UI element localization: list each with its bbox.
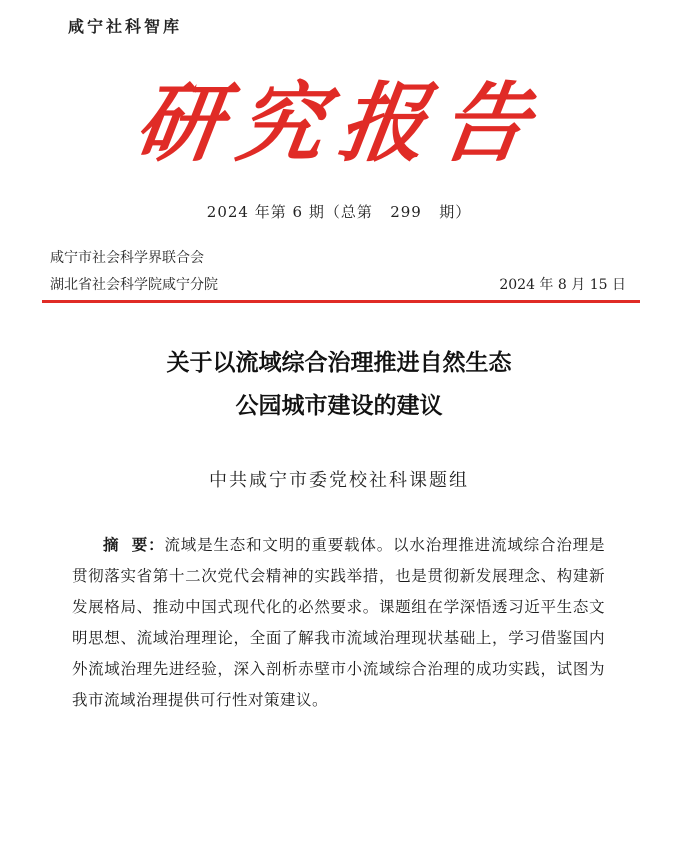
publisher-2: 湖北省社会科学院咸宁分院: [50, 277, 218, 293]
date-month: 8: [557, 277, 567, 293]
issue-year: 2024: [206, 203, 249, 221]
issue-mid: 期（总第: [308, 203, 373, 221]
issue-total-number: 299: [390, 203, 422, 221]
article-title-line-1: 关于以流域综合治理推进自然生态: [166, 350, 512, 376]
masthead-title: 研究报告: [128, 73, 552, 174]
article-author: 中共咸宁市委党校社科课题组: [209, 470, 469, 491]
header-divider: [42, 300, 640, 303]
issue-suffix: 期）: [439, 203, 472, 221]
org-name: 咸宁社科智库: [68, 17, 183, 36]
abstract-paragraph: [72, 530, 605, 716]
issue-number: 6: [292, 203, 304, 221]
issue-line: [0, 201, 678, 222]
publication-date: 2024 年 8 月 15 日: [499, 277, 626, 293]
abstract-label: 摘 要：: [103, 536, 165, 554]
publisher-1: 咸宁市社会科学界联合会: [50, 250, 204, 266]
article-title-line-2: 公园城市建设的建议: [235, 393, 443, 419]
issue-prefix: 年第: [254, 203, 287, 221]
date-year: 2024: [499, 277, 535, 293]
date-day: 15: [589, 277, 608, 293]
abstract-text: 流域是生态和文明的重要载体。以水治理推进流域综合治理是贯彻落实省第十二次党代会精神的实践举措，也是贯彻新发展理念、构建新发展格局、推动中国式现代化的必然要求。课题组在学深悟透习近平生态文明思想、流域治理理论，全面了解我市流域治理现状基础上，学习借鉴国内外流域治理先进经验，深入剖析赤壁市小流域综合治理的成功实践，试图为我市流域治理提供可行性对策建议。: [72, 536, 605, 709]
